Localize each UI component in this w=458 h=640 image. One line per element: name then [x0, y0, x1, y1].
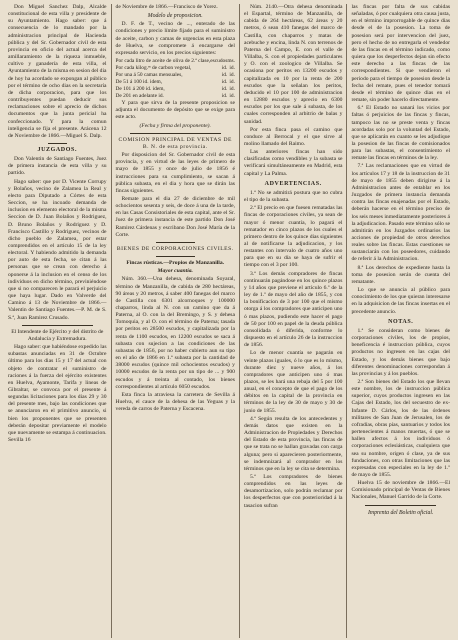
advertencia-1: 1.ª No se admitirá postura que no cubra el tipo de la subasta.: [243, 189, 343, 204]
table-row: De 101 á 200 id. idem, id. id.: [115, 86, 235, 93]
divider: [22, 325, 93, 326]
modelo-firma: (Fecha y firma del proponente).: [139, 122, 211, 129]
intendente-signature: de Noviembre de 1866.—Francisco de Yorez.: [115, 4, 218, 10]
table-row: Por cada kilog.ᵐ de carbon vegetal, id. id.: [115, 65, 235, 72]
alcalde-notice: Don Miguel Sanchez Dalp, Alcalde constitucional de esta villa y presidente de su Ayuntamiento. Hago saber: que á consecuencia de lo mandado por la administracion principal de Hacienda pública y del Sr. Gobernador civil de esta provincia en oficio del actual acerca del amillaramiento de la riqueza inmueble, cultivo y ganadería de esta villa, el Ayuntamiento de la misma en sesion del dia de hoy ha acordado se expongan al público por el término de ocho dias en la secretaría de dicha corporacion, para que los contribuyentes puedan deducir sus reclamaciones sobre el aprecio de dichos documentos que la junta pericial ha confeccionado. Y para la comun inteligencia se fija el presente. Arácena 12 de Noviembre de 1866.—Miguel S. Dalp.: [8, 4, 107, 139]
column-1: [4, 4, 111, 638]
finca-360: Núm. 360.—Una dehesa, denominada Soyaral, término de Manzanilla, de cabida de 280 hectáreas, 90 áreas y 20 metros, á saber 400 fanegas del marco de Castilla con 6301 alcornoques y 100000 chaparros, linda al N. con un camino que da á Paterna, al O. con la del Bremingo, y S. y dehesa Tomoquia, y al O. con el término de Paterna; tasada por peritos en 28500 escudos, y capitalizada por la renta de 1100 escudos, en 12200 escudos se saca á subasta con sujecion a las condiciones de las subastas de 1856, por no haber cubierto aun su tipo en el año de 1866 en 1.ª subasta por la cantidad de 38000 escudos (quince mil ochocientos escudos) y 10000 escudos de la renta por un tipo de ... y 900 escudos y á treinta al contado, los bienes correspondientes al artículo 6050 escudos.: [115, 276, 235, 390]
advertencia-3: 3.ª Los demás compradores de fincas continuarán pagándose en los quince plazos y 14 años que previene el artículo 6.º de la ley de 1.º de mayo del año de 1855, y con la bonificacion de 3 por 100 que el mismo otorga á los compradores que anticipen uno ó mas plazos, pudiendo este hacer el pago de 50 por 100 en papel de la deuda pública consolidada ó diferida, conforme lo dispuesto en el artículo 26 de la instruccion de 1856.: [243, 270, 343, 349]
notas-heading: NOTAS.: [388, 318, 414, 325]
table-row: Por cada litro de aceite de oliva de 2.ª clase, escudos ms.: [115, 58, 235, 65]
remate-text: Remate para el dia 27 de diciembre de mil ochocientos sesenta y seis, de doce á una de la tarde, en las Casas Consistoriales de esta capital, ante el Sr. Juez de primera instancia de este partido Don José Ramirez Cárdenas y escribano Don José María de la Corte.: [115, 195, 235, 238]
finca-2140-note: Por esta finca pasa el camino que conduce al Berrocal y el que sirve al molino llamado del Raimo.: [243, 126, 343, 147]
nota-1: 1.ª Se consideran como bienes de corporaciones civiles, los de propios, beneficencia é instruccion pública, cuyos productos no ingresen en las cajas del Estado, y los demás bienes que bajo diferentes denominaciones correspondan á las provincias y á los pueblos.: [351, 327, 450, 377]
advertencia-8: 8.ª Los derechos de expediente hasta la toma de posesion serán de cuenta del rematante.: [351, 264, 450, 285]
advertencia-5: 5.ª Los compradores de bienes comprendidos en las leyes de desamortizacion, solo podrán reclamar por los desperfectos que con posterioridad á la tasacion sufran: [243, 474, 343, 509]
modelo-closing: Y para que sirva de la presente proposicion se adjunta el documento de depósito que se exige para este acto.: [115, 100, 235, 121]
mayor-cuantia-heading: Mayor cuantía.: [157, 268, 193, 275]
divider: [156, 256, 195, 257]
advertencia-3b: Lo de menor cuantía se pagarán en veinte plazos iguales, ó lo que es lo mismo, durante diez y nueve años, á los compradores que anticipen uno ó mas plazos, se les hará una rebaja del 5 por 100 anual, en el concepto de que el pago de los débitos en la capital de la provincia en términos de la ley de 30 de mayo y 30 de junio de 1855.: [243, 350, 343, 414]
advertencia-6: 6.ª El Estado no sanará los vicios por faltas ó perjuicios de las fincas y fincas, tampoco las no se preste venta y fincas acordadas solo por la voluntad del Estado, que se aplicarán en cuanto se les adjudique la posesion de las fincas de comisionados para las subastas, el consentimiento el remate las fincas en términos de la ley.: [351, 105, 450, 162]
advertencias-heading: ADVERTENCIAS.: [264, 180, 322, 187]
table-row: De 51 á 100 id. idem, id. id.: [115, 79, 235, 86]
nota-2: 2.ª Son bienes del Estado los que llevan este nombre, los de instruccion pública superior, cuyos productos ingresen en las Cajas del Estado, los del secuestro de ex-Infante D. Cárlos, los de las órdenes militares de San Juan de Jerusalen, los de cofradías, obras pías, santuarios y todos los pertenecientes á manos muertas, ó que se hallen afectos á los individuos ó corporaciones eclesiásticas, cualquiera que sea su nombre, origen ó clase, ya de sus fundaciones, con otras limitaciones que las expresadas con especiales en la ley de 1.º de mayo de 1855.: [351, 378, 450, 478]
advertencia-5-cont: las fincas por falta de sus cabidas señaladas, ó por cualquiera otra causa justa, en el término improrrogable de quince dias desde el de la posesion. La toma de posesion será por intervencion del juez, pero el hecho de no entregarla el vendedor de las fincas en el término indicado, como quiera que los desperfectos dejan sin efecto este derecho a las fincas de las correspondientes. Si que vendieron el período para el tiempo de posesion desde la fecha del remate, pues el tenedor tomará desde el término de quince dias en el remate, sin poder hacerlo directamente.: [351, 4, 450, 104]
divider: [130, 133, 221, 134]
table-row: De 201 en adelante id. id. id.: [115, 93, 235, 100]
table-row: Por una á 50 camas mensuales, id. id.: [115, 72, 235, 79]
section-heading-juzgados: JUZGADOS.: [37, 146, 78, 153]
intendente-heading: El Intendente de Ejército y del distrito de Andalucía y Extremadura.: [11, 328, 104, 342]
column-4: [346, 4, 454, 638]
bienes-heading: BIENES DE CORPORACIONES CIVILES.: [116, 245, 234, 252]
divider: [365, 505, 436, 506]
fincas-heading: Fincas rústicas.—Propios de Manzanilla.: [126, 260, 225, 267]
finca-2140: Núm. 2140.—Otra dehesa denominada el Espartal, término de Manzanilla, de cabida de 264 hectáreas, 62 áreas y 20 metros, ó sean 410 fanegas del marco de Castilla, con chaparros y matas de acebuche y encina, linda N. con terrenos de Paterna del Campo, E. con el valle de Villalba, S. con el propiedades particulares y O. con el zoologico de Villalba. Se ocasiona por peritos en 13200 escudos y capitalizada en 10 por la renta de 200 escudos que la señalan los peritos, deducido el 10 por 100 de administracion en 12880 escudos y aprecio en 6300 escudos por los que sale á subasta, de los cuales corresponden al arbitrio de balas y sanidad.: [243, 4, 343, 125]
intendente-notice: Hago saber: que habiéndose expedido las subastas anunciadas en 31 de Octubre último para los dias 15 y 17 del actual con objeto de contratar el suministro de raciones á la fuerza del ejército existentes en Huelva, Ayamonte, Tarifa y lineas de Gibraltar, se convoca por el presente á segundas licitaciones para los dias 29 y 30 del presente mes, bajo las condiciones que se anunciaron en el primitivo anuncio, si bien los proponentes que se presenten deberán depositar previamente el modelo que nuevamente se estampa á continuacion. Sevilla 16: [8, 344, 107, 444]
advertencia-7: 7.ª Las reclamaciones que en virtud de los artículos 17 y 18 de la instruccion de 31 de mayo de 1855 deben dirigirse á la Administracion antes de entablar en los Juzgados de primera instancia demanda contra las fincas enajenadas por el Estado, deberán hacerse en el término preciso de los seis meses inmediatamente posteriores á la adjudicacion. Pasado este término sólo se admitirán en los Juzgados ordinarios las acciones de propiedad de otros derechos reales sobre las fincas. Estas cuestiones se sustanciarán con los poseedores, cuidando de referir á la Administracion.: [351, 163, 450, 263]
juez-intro: Don Valentin de Santiago Fuentes, Juez de primera instancia de esta villa y su partido.: [8, 156, 107, 177]
column-3: [239, 4, 347, 638]
anuncio-publico: Lo que se anuncia al público para conocimiento de los que quieran interesarse en la adquisicion de las fincas insertas en el precedente anuncio.: [351, 287, 450, 315]
fincas-clasificacion: Las anteriores fincas han sido clasificadas como vendibles y la subasta se verificará simultáneamente en Madrid, esta capital y La Palma.: [243, 149, 343, 177]
divider: [156, 242, 195, 243]
imprenta-footer: Imprenta del Boletin oficial.: [368, 509, 434, 516]
comision-intro: Por disposicion del Sr. Gobernador civil de esta provincia, y en virtud de las leyes de primero de mayo de 1855 y once de julio de 1856 é instrucciones para su cumplimiento, se sacan á pública subasta, en el dia y hora que se dirán las fincas siguientes.: [115, 152, 235, 194]
firma-comisionado: Huelva 15 de noviembre de 1866.—El Comisionado principal de Ventas de Bienes Nacionales, Manuel Garrido de la Corte.: [351, 480, 450, 501]
modelo-text: D. F. de T., vecino de ..., enterado de las condiciones y precio límite fijado para el suministro de aceite, carbon y camas de urgencias en esta plaza de Huelva, se compromete á encargarse del expresado servicio, en los precios siguientes:: [115, 21, 235, 56]
divider: [48, 143, 67, 144]
finca-360-note: Esta finca la atraviesa la carretera de Sevilla á Huelva, el cauce de la dehesa de las Yeguas y la vereda de carros de Paterna y Escacena.: [115, 391, 235, 413]
advertencia-2: 2.ª El precio en que fuesen rematadas las fincas de corporaciones civiles, ya sean de mayor ó menor cuantía, lo pagará el rematador en cinco plazos de los cuales el primero dentro de los quince dias siguientes al de notificarse la adjudicacion, y los restantes con intervalo de cuatro años uno para que en su día se haya de sufrir el tiempo con el 3 por 100.: [243, 205, 343, 269]
juez-notice: Hago saber: que por D. Vicente Corrupy y Bolaños, vecino de Zalamea la Real y electo para Diputado a Córtes de esta Seccion, se ha incoado demanda de inclusion en elemento electoral de la misma Seccion de D. Juan Bolaños y Rodriguez, D. Bruno Bolaños y Rodriguez y D. Francisco Castillo y Rodriguez, vecinos de dicho pueblo de Zalamea, por estar comprendidos en el artículo 15 de la ley electoral. Y habiendo admitido la demanda por auto de esta fecha, se citan á las personas que se crean con derecho á oponerse á la inclusion en el censo de los individuos en dicho término, previniéndose que si no comparecen le parará el perjuicio que haya lugar. Dado en Valverde del Camino á 13 de Noviembre de 1866.—Valentin de Santiago Fuentes.—P. M. de S. S.ª, Juan Ramirez Crusado.: [8, 178, 107, 321]
modelo-heading: Modelo de proposicion.: [147, 13, 203, 20]
price-table: [116, 58, 235, 100]
advertencia-4: 4.ª Según resulta de los antecedentes y demás datos que existen en la Administracion de Propiedades y Derechos del Estado de esta provincia, las fincas de que se trata no se hallan gravadas con carga alguna; pero si aparecieren posteriormente, se indemnizará al comprador en los términos que en la ley se cita se determina.: [243, 415, 343, 472]
column-2: [111, 4, 239, 638]
comision-heading: COMISION PRINCIPAL DE VENTAS DE B. N. de esta provincia.: [118, 136, 232, 150]
